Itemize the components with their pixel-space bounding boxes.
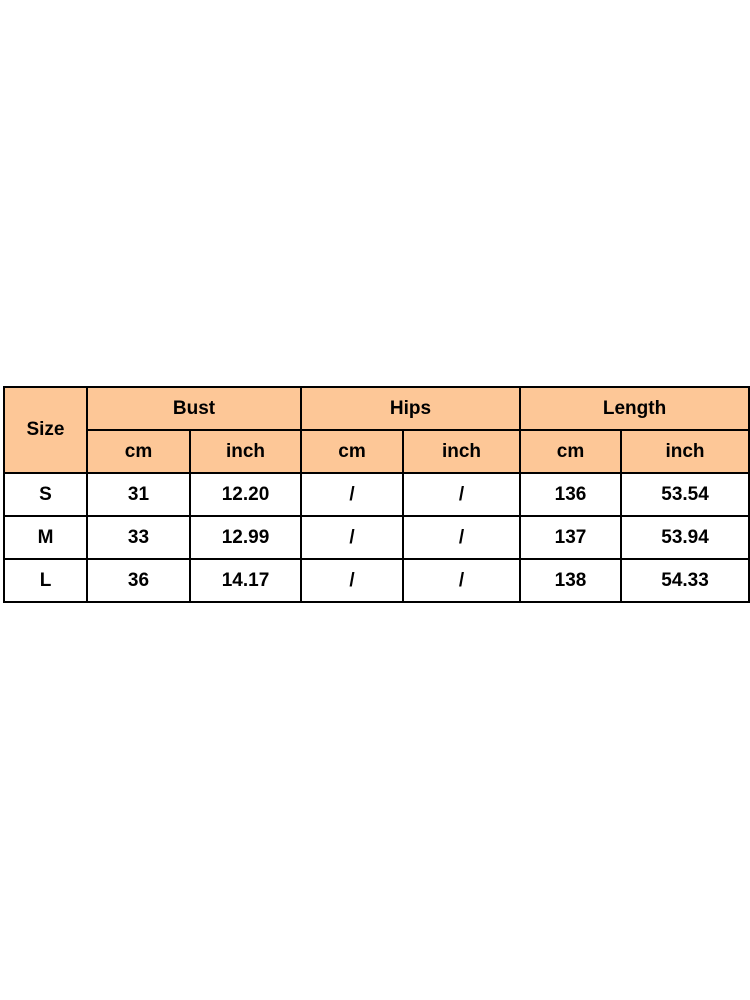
hips-header: Hips <box>301 387 520 430</box>
unit-header: cm <box>301 430 403 473</box>
bust-header: Bust <box>87 387 301 430</box>
table-cell: / <box>403 516 520 559</box>
table-cell: / <box>403 473 520 516</box>
unit-header: inch <box>621 430 749 473</box>
table-cell: / <box>301 559 403 602</box>
size-chart-table <box>3 386 750 603</box>
size-cell: L <box>4 559 87 602</box>
unit-header: inch <box>190 430 301 473</box>
table-row <box>4 473 749 516</box>
table-cell: 53.94 <box>621 516 749 559</box>
table-cell: 138 <box>520 559 621 602</box>
size-header: Size <box>4 387 87 473</box>
table-cell: 12.99 <box>190 516 301 559</box>
table-cell: / <box>301 516 403 559</box>
table-cell: 53.54 <box>621 473 749 516</box>
table-cell: 12.20 <box>190 473 301 516</box>
table-cell: 14.17 <box>190 559 301 602</box>
table-cell: 33 <box>87 516 190 559</box>
table-row <box>4 559 749 602</box>
length-header: Length <box>520 387 749 430</box>
unit-header: cm <box>87 430 190 473</box>
unit-header: inch <box>403 430 520 473</box>
header-row-groups <box>4 387 749 430</box>
table-cell: 136 <box>520 473 621 516</box>
table-cell: 31 <box>87 473 190 516</box>
table-cell: 54.33 <box>621 559 749 602</box>
unit-header: cm <box>520 430 621 473</box>
size-cell: S <box>4 473 87 516</box>
header-row-units <box>4 430 749 473</box>
table-cell: 36 <box>87 559 190 602</box>
table-cell: 137 <box>520 516 621 559</box>
table-cell: / <box>301 473 403 516</box>
size-cell: M <box>4 516 87 559</box>
table-row <box>4 516 749 559</box>
table-cell: / <box>403 559 520 602</box>
